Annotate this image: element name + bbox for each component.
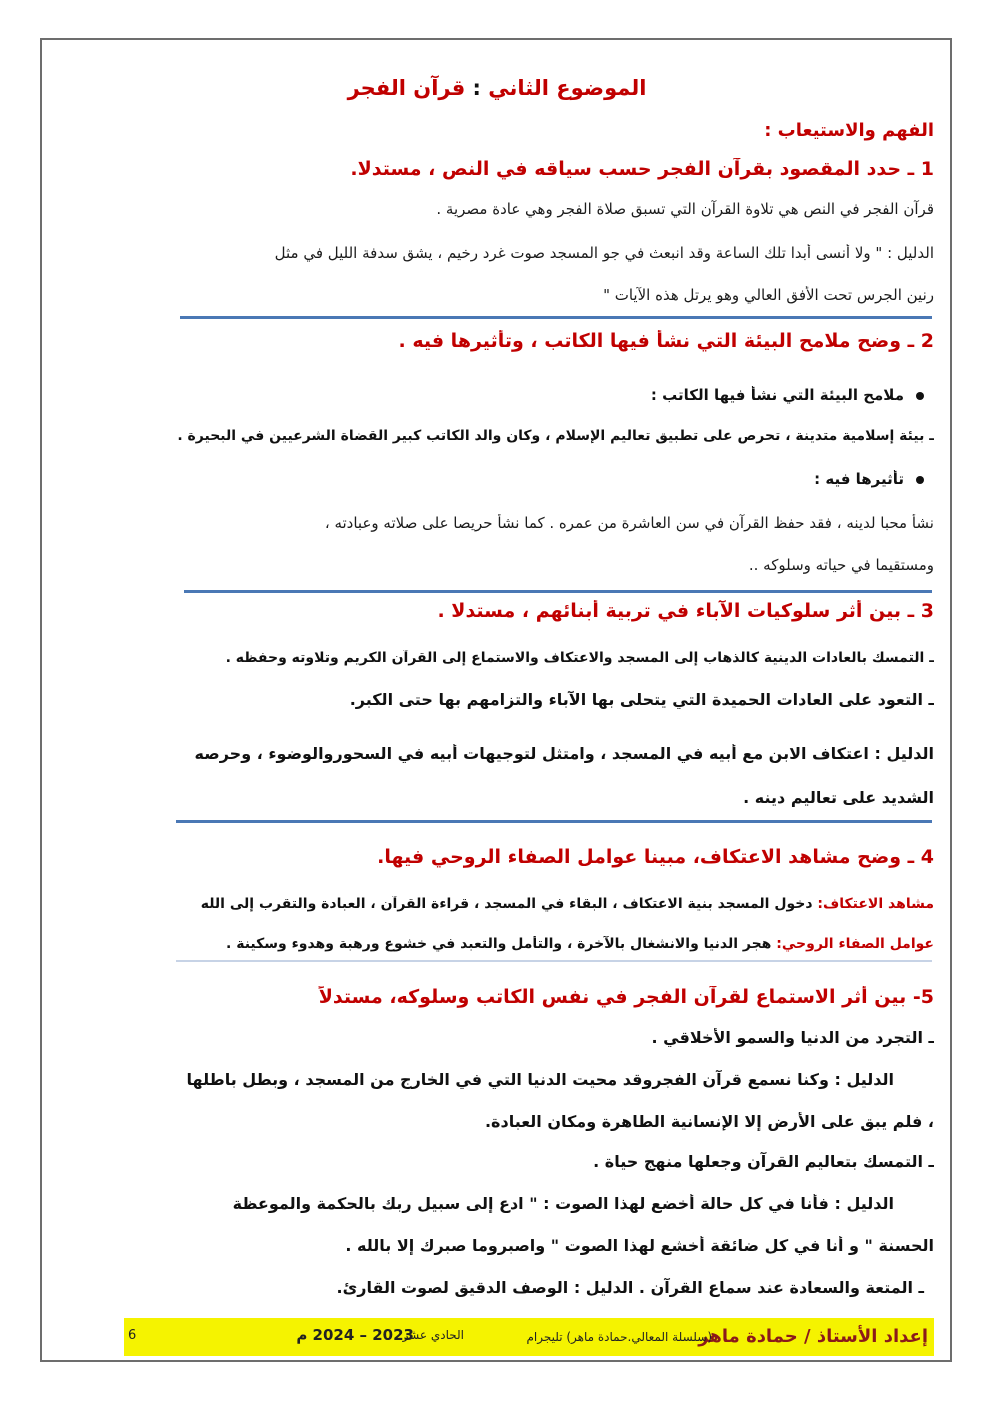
section-heading: الفهم والاستيعاب : xyxy=(764,120,934,141)
q2-bullet-1-text: ملامح البيئة التي نشأ فيها الكاتب : xyxy=(650,386,904,404)
q4-line-2 xyxy=(60,936,934,952)
page-title xyxy=(60,76,934,100)
footer-prepared-by: إعداد الأستاذ / حمادة ماهر xyxy=(698,1326,928,1347)
q3-answer-line-4: الشديد على تعاليم دينه . xyxy=(743,788,934,807)
question-3: 3 ـ بين أثر سلوكيات الآباء في تربية أبنائهم ، مستدلا . xyxy=(437,600,934,622)
q3-answer-line-2: ـ التعود على العادات الحميدة التي يتحلى بها الآباء والتزامهم بها حتى الكبر. xyxy=(349,690,934,709)
q5-answer-line-5: الدليل : فأنا في كل حالة أخضع لهذا الصوت : " ادع إلى سبيل ربك بالحكمة والموعظة xyxy=(232,1194,894,1213)
q5-answer-line-4: ـ التمسك بتعاليم القرآن وجعلها منهج حياة . xyxy=(593,1152,934,1171)
q2-bullet-1 xyxy=(60,386,934,404)
q5-answer-line-2: الدليل : وكنا نسمع قرآن الفجروقد محيت الدنيا التي في الخارج من المسجد ، وبطل باطلها xyxy=(186,1070,894,1089)
title-name: قرآن الفجر xyxy=(347,76,466,100)
bullet-dot-icon xyxy=(916,392,924,400)
section-divider xyxy=(176,820,932,823)
q3-answer-line-1: ـ التمسك بالعادات الدينية كالذهاب إلى المسجد والاعتكاف والاستماع إلى القرآن الكريم وتلاوته وحفظه . xyxy=(225,650,934,666)
question-5: 5- بين أثر الاستماع لقرآن الفجر في نفس الكاتب وسلوكه، مستدلاً xyxy=(318,986,934,1008)
q4-text-1: دخول المسجد بنية الاعتكاف ، البقاء في المسجد ، قراءة القرآن ، العبادة والتقرب إلى الله xyxy=(200,896,818,912)
q4-label-2: عوامل الصفاء الروحي: xyxy=(776,936,934,952)
q5-answer-line-7: ـ المتعة والسعادة عند سماع القرآن . الدليل : الوصف الدقيق لصوت القارئ. xyxy=(336,1278,924,1297)
q3-answer-line-3: الدليل : اعتكاف الابن مع أبيه في المسجد ، وامتثل لتوجيهات أبيه في السحوروالوضوء ، وحرصه xyxy=(194,744,934,763)
q2-answer-line-3: ومستقيما في حياته وسلوكه .. xyxy=(748,556,934,574)
q5-answer-line-6: الحسنة " و أنا في كل ضائقة أخشع لهذا الصوت " واصبروما صبرك إلا بالله . xyxy=(345,1236,934,1255)
q2-bullet-2 xyxy=(60,470,934,488)
q4-label-1: مشاهد الاعتكاف: xyxy=(817,896,934,912)
page-footer xyxy=(124,1318,934,1356)
footer-grade: الحادي عشر xyxy=(402,1328,464,1342)
section-divider xyxy=(176,960,932,962)
question-1: 1 ـ حدد المقصود بقرآن الفجر حسب سياقه في النص ، مستدلا. xyxy=(350,158,934,180)
bullet-dot-icon xyxy=(916,476,924,484)
q5-answer-line-1: ـ التجرد من الدنيا والسمو الأخلاقي . xyxy=(651,1028,934,1047)
question-2: 2 ـ وضح ملامح البيئة التي نشأ فيها الكاتب ، وتأثيرها فيه . xyxy=(398,330,934,352)
q1-answer-line-3: رنين الجرس تحت الأفق العالي وهو يرتل هذه الآيات " xyxy=(603,286,934,304)
footer-year: 2023 – 2024 م xyxy=(296,1326,414,1344)
q4-text-2: هجر الدنيا والانشغال بالآخرة ، والتأمل والتعبد في خشوع ورهبة وهدوء وسكينة . xyxy=(226,936,777,952)
section-divider xyxy=(184,590,932,593)
title-separator: : xyxy=(465,76,489,100)
footer-telegram: (سلسلة المعالي.حمادة ماهر) تليجرام xyxy=(526,1330,712,1344)
q1-answer-line-1: قرآن الفجر في النص هي تلاوة القرآن التي تسبق صلاة الفجر وهي عادة مصرية . xyxy=(436,200,934,218)
q5-answer-line-3: ، فلم يبق على الأرض إلا الإنسانية الطاهرة ومكان العبادة. xyxy=(484,1112,934,1131)
q2-answer-line-2: نشأ محبا لدينه ، فقد حفظ القرآن في سن العاشرة من عمره . كما نشأ حريصا على صلاته وعبادته ، xyxy=(324,514,934,532)
question-4: 4 ـ وضح مشاهد الاعتكاف، مبينا عوامل الصفاء الروحي فيها. xyxy=(377,846,934,868)
q2-answer-line-1: ـ بيئة إسلامية متدينة ، تحرص على تطبيق تعاليم الإسلام ، وكان والد الكاتب كبير القضاة الشرعيين في البحيرة . xyxy=(177,428,934,444)
q4-line-1 xyxy=(60,896,934,912)
title-label: الموضوع الثاني xyxy=(488,76,647,100)
section-divider xyxy=(180,316,932,319)
q2-bullet-2-text: تأثيرها فيه : xyxy=(814,470,904,488)
q1-answer-line-2: الدليل : " ولا أنسى أبدا تلك الساعة وقد انبعث في جو المسجد صوت غرد رخيم ، يشق سدفة الليل في مثل xyxy=(274,244,934,262)
footer-page-number: 6 xyxy=(128,1328,137,1343)
